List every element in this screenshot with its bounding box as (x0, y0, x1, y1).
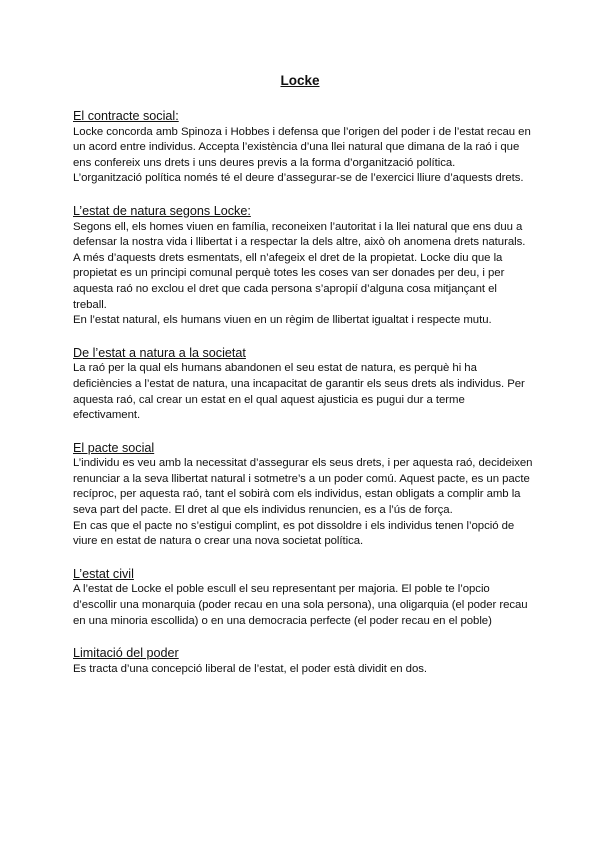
section-limitacio-poder (73, 646, 533, 677)
section-heading: El pacte social (73, 440, 155, 455)
paragraph: Es tracta d’una concepció liberal de l’estat, el poder està dividit en dos. (73, 662, 427, 675)
paragraph: L’organització política només té el deure d’assegurar-se de l’exercici lliure d’aquests drets. (73, 172, 524, 185)
section-heading: De l’estat a natura a la societat (73, 345, 246, 360)
paragraph: Segons ell, els homes viuen en família, reconeixen l’autoritat i la llei natural que ens duu a defensar la nostra vida i llibertat i a respectar la dels altre, això oh anomena drets naturals. A més d’aquests drets esmentats, ell n’afegeix el dret de la propietat. Locke diu que la propietat es un principi comunal perquè totes les coses van ser donades per deu, i per aquesta raó no exclou el dret que cada persona s’apropií d’alguna cosa mitjançant el treball. (73, 220, 526, 311)
page-title: Locke (280, 73, 320, 88)
section-contracte-social (73, 109, 533, 187)
section-heading: El contracte social: (73, 109, 179, 123)
paragraph: La raó per la qual els humans abandonen el seu estat de natura, es perquè hi ha deficiències a l’estat de natura, una incapacitat de garantir els seus drets als individus. Per aquesta raó, cal crear un estat en el qual aquest ajusticia es pugui dur a terme efectivament. (73, 362, 525, 422)
section-natura-a-societat (73, 346, 533, 424)
section-estat-civil (73, 567, 533, 629)
paragraph: A l’estat de Locke el poble escull el seu representant per majoria. El poble te l’opcio d’escollir una monarquia (poder recau en una sola persona), una oligarquia (el poder recau en una minoria escollida) o en una democracia perfecte (el poder recau en el poble) (73, 583, 528, 627)
paragraph: L’individu es veu amb la necessitat d’assegurar els seus drets, i per aquesta raó, decideixen renunciar a la seva llibertat natural i sotmetre’s a un poder comú. Aquest pacte, es un pacte recíproc, per aquesta raó, tant el sobirà com els individus, estan obligats a complir amb la seva part del pacte. El dret al que els individus renuncien, es a l’ús de força. (73, 457, 533, 517)
paragraph: En cas que el pacte no s’estigui complint, es pot dissoldre i els individus tenen l’opció de viure en estat de natura o crear una nova societat política. (73, 519, 515, 548)
section-heading: L’estat de natura segons Locke: (73, 203, 251, 218)
document-body (73, 109, 533, 694)
section-heading: L’estat civil (73, 566, 134, 581)
paragraph: Locke concorda amb Spinoza i Hobbes i defensa que l’origen del poder i de l’estat recau en un acord entre individus. Accepta l’existència d’una llei natural que dimana de la raó i que ens confereix uns drets i uns deures previs a la forma d’organització política. (73, 125, 531, 169)
section-heading: Limitació del poder (73, 646, 179, 661)
section-estat-de-natura (73, 204, 533, 329)
section-pacte-social (73, 441, 533, 550)
paragraph: En l’estat natural, els humans viuen en un règim de llibertat igualtat i respecte mutu. (73, 314, 492, 327)
